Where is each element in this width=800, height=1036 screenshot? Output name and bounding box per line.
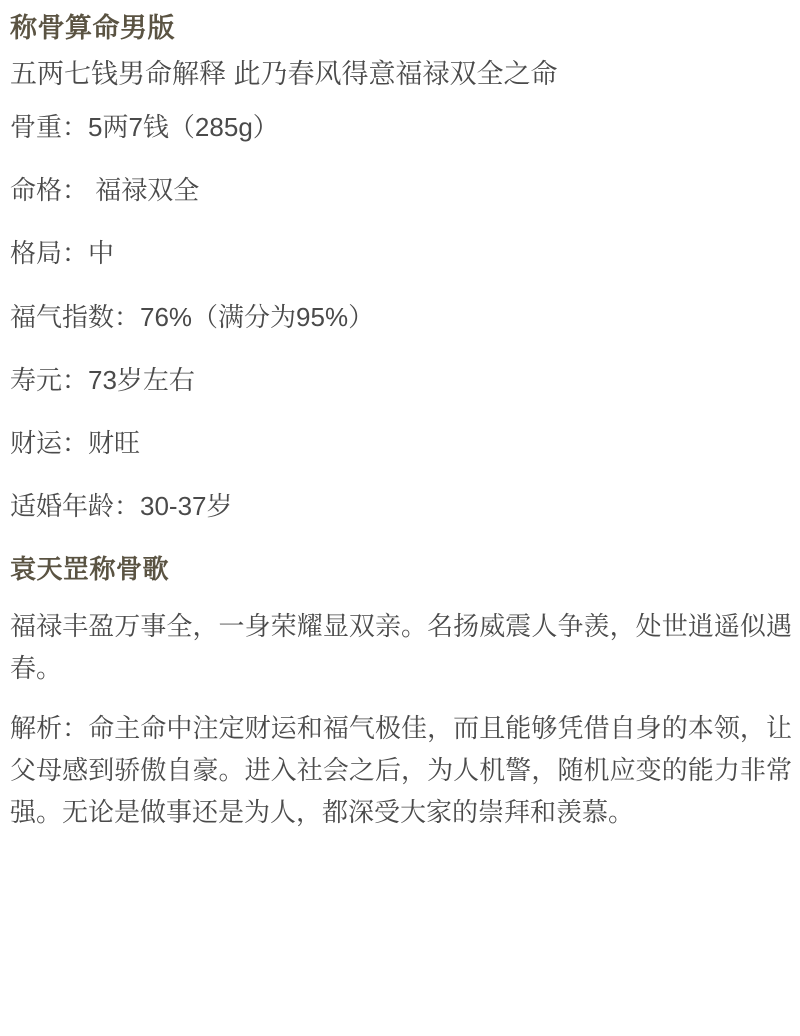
field-label: 骨重： [10,112,89,143]
field-lifespan [10,363,792,398]
field-label: 寿元： [10,364,89,395]
field-marriage-age [10,489,792,524]
field-bone-weight [10,110,792,145]
field-structure-grade [10,236,792,271]
field-label: 适婚年龄： [10,490,141,521]
section-title-bone-song: 袁天罡称骨歌 [10,553,170,584]
document-subtitle: 五两七钱男命解释 此乃春风得意福禄双全之命 [10,59,558,90]
field-fortune-index [10,300,792,335]
field-label: 福气指数： [10,301,141,332]
page-title: 称骨算命男版 [10,13,175,43]
field-wealth-luck [10,426,792,461]
field-value: 中 [88,238,115,269]
field-value: 财旺 [88,427,141,458]
field-label: 格局： [10,238,89,269]
field-value: 30-37岁 [140,490,233,521]
verse-paragraph: 福禄丰盈万事全，一身荣耀显双亲。名扬威震人争羡，处世逍遥似遇春。 [10,610,792,684]
field-value: 福禄双全 [88,175,200,206]
field-value: 5两7钱（285g） [88,112,279,143]
field-fate-pattern [10,173,792,208]
field-value: 73岁左右 [88,364,195,395]
analysis-paragraph: 解析：命主命中注定财运和福气极佳，而且能够凭借自身的本领，让父母感到骄傲自豪。进入社会之后，为人机警，随机应变的能力非常强。无论是做事还是为人，都深受大家的崇拜和羡慕。 [10,713,792,828]
field-label: 命格： [10,175,89,206]
field-label: 财运： [10,427,89,458]
field-value: 76%（满分为95%） [140,301,375,332]
